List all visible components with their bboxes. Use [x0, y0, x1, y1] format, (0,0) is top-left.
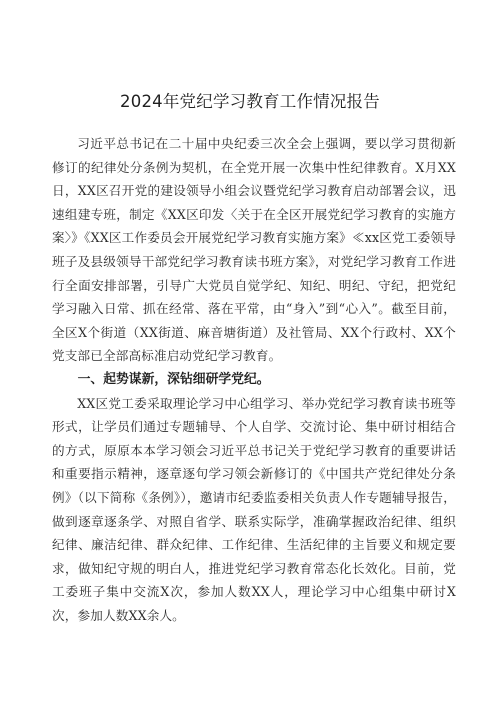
- paragraph-section-1: XX区党工委采取理论学习中心组学习、举办党纪学习教育读书班等形式，让学员们通过专题辅导、个人自学、交流讨论、集中研讨相结合的方式，原原本本学习领会习近平总书记关于党纪学习教育的重要讲话和重要指示精神，逐章逐句学习领会新修订的《中国共产党纪律处分条例》（以下简称《条例》），邀请市纪委监委相关负责人作专题辅导报告，做到逐章逐条学、对照自省学、联系实际学，准确掌握政治纪律、组织纪律、廉洁纪律、群众纪律、工作纪律、生活纪律的主旨要义和规定要求，做知纪守规的明白人，推进党纪学习教育常态化长效化。目前，党工委班子集中交流X次，参加人数XX人，理论学习中心组集中研讨X次，参加人数XX余人。: [52, 395, 456, 623]
- document-title: 2024年党纪学习教育工作情况报告: [120, 92, 380, 111]
- document-body: [52, 132, 456, 627]
- section-heading-1: 一、起势谋新，深钻细研学党纪。: [77, 371, 270, 387]
- paragraph-intro: 习近平总书记在二十届中央纪委三次全会上强调，要以学习贯彻新修订的纪律处分条例为契机，在全党开展一次集中性纪律教育。X月XX日，XX区召开党的建设领导小组会议暨党纪学习教育启动部署会议，迅速组建专班，制定《XX区印发〈关于在全区开展党纪学习教育的实施方案〉》《XX区工作委员会开展党纪学习教育实施方案》≪xx区党工委领导班子及县级领导干部党纪学习教育读书班方案》，对党纪学习教育工作进行全面安排部署，引导广大党员自觉学纪、知纪、明纪、守纪，把党纪学习融入日常、抓在经常、落在平常，由“身入”到“心入”。截至目前，全区X个街道（XX街道、麻音塘街道）及社管局、XX个行政村、XX个党支部已全部高标准启动党纪学习教育。: [52, 136, 456, 364]
